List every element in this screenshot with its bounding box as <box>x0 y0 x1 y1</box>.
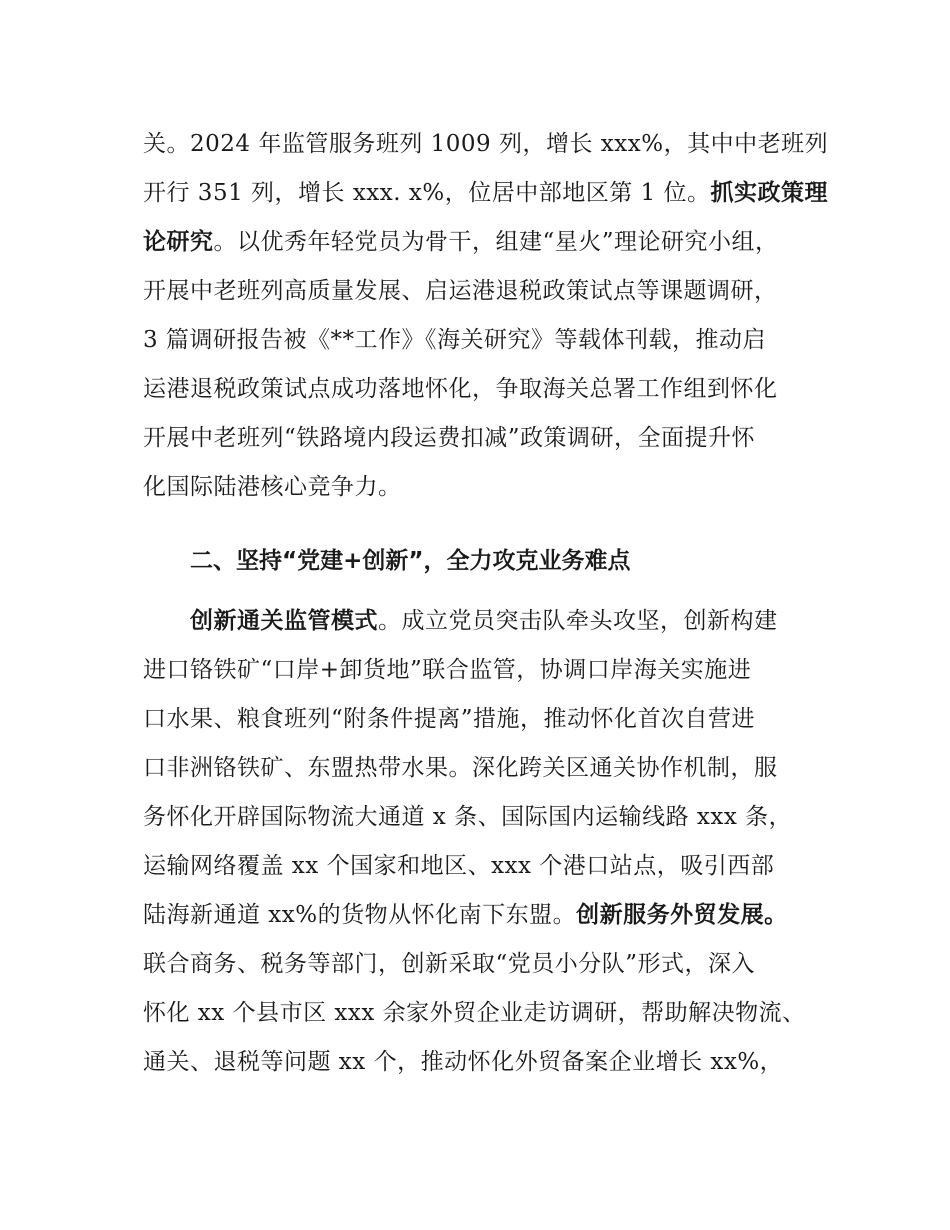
text-run: 通关、退税等问题 xx 个，推动怀化外贸备案企业增长 xx%， <box>143 1049 784 1075</box>
paragraph-line <box>143 998 806 1028</box>
paragraph-line <box>143 1047 783 1077</box>
paragraph-line <box>143 655 751 685</box>
text-run: 运港退税政策试点成功落地怀化，争取海关总署工作组到怀化 <box>143 376 778 402</box>
text-run: 口水果、粮食班列“附条件提离”措施，推动怀化首次自营进 <box>143 706 756 732</box>
paragraph-line <box>143 851 774 881</box>
bold-phrase: 论研究 <box>143 229 214 255</box>
paragraph-line <box>143 129 828 159</box>
bold-phrase: 创新服务外贸发展。 <box>576 902 788 928</box>
paragraph-line <box>143 227 779 257</box>
section-heading: 二、坚持“党建+创新”，全力攻克业务难点 <box>190 548 631 574</box>
bold-phrase: 创新通关监管模式 <box>190 608 378 634</box>
text-run: 3 篇调研报告被《**工作》《海关研究》等载体刊载，推动启 <box>143 327 766 353</box>
text-run: 关。2024 年监管服务班列 1009 列，增长 xxx%，其中中老班列 <box>143 131 829 157</box>
text-run: 务怀化开辟国际物流大通道 x 条、国际国内运输线路 xxx 条， <box>143 804 793 830</box>
text-run: 进口铬铁矿“口岸+卸货地”联合监管，协调口岸海关实施进 <box>143 657 752 683</box>
paragraph-line <box>143 374 778 404</box>
paragraph-line <box>143 802 792 832</box>
text-run: 。成立党员突击队牵头攻坚，创新构建 <box>378 608 778 634</box>
text-run: 开行 351 列，增长 xxx. x%，位居中部地区第 1 位。 <box>143 180 711 206</box>
paragraph-line <box>143 178 828 208</box>
paragraph-line <box>190 606 778 636</box>
paragraph-line <box>143 423 755 453</box>
text-run: 口非洲铬铁矿、东盟热带水果。深化跨关区通关协作机制，服 <box>143 755 778 781</box>
text-run: 联合商务、税务等部门，创新采取“党员小分队”形式，深入 <box>143 951 756 977</box>
paragraph-line <box>143 704 755 734</box>
paragraph-line <box>143 325 766 355</box>
text-run: 陆海新通道 xx%的货物从怀化南下东盟。 <box>143 902 577 928</box>
bold-phrase: 抓实政策理 <box>710 180 828 206</box>
text-run: 开展中老班列高质量发展、启运港退税政策试点等课题调研， <box>143 278 778 304</box>
text-run: 化国际陆港核心竞争力。 <box>143 474 402 500</box>
paragraph-line <box>143 753 778 783</box>
paragraph-line <box>143 949 755 979</box>
text-run: 开展中老班列“铁路境内段运费扣减”政策调研，全面提升怀 <box>143 425 756 451</box>
text-run: 。以优秀年轻党员为骨干，组建“星火”理论研究小组， <box>213 229 779 255</box>
paragraph-line <box>143 276 778 306</box>
text-run: 怀化 xx 个县市区 xxx 余家外贸企业走访调研，帮助解决物流、 <box>143 1000 806 1026</box>
paragraph-line <box>143 472 402 502</box>
paragraph-line <box>143 900 788 930</box>
text-run: 运输网络覆盖 xx 个国家和地区、xxx 个港口站点，吸引西部 <box>143 853 775 879</box>
